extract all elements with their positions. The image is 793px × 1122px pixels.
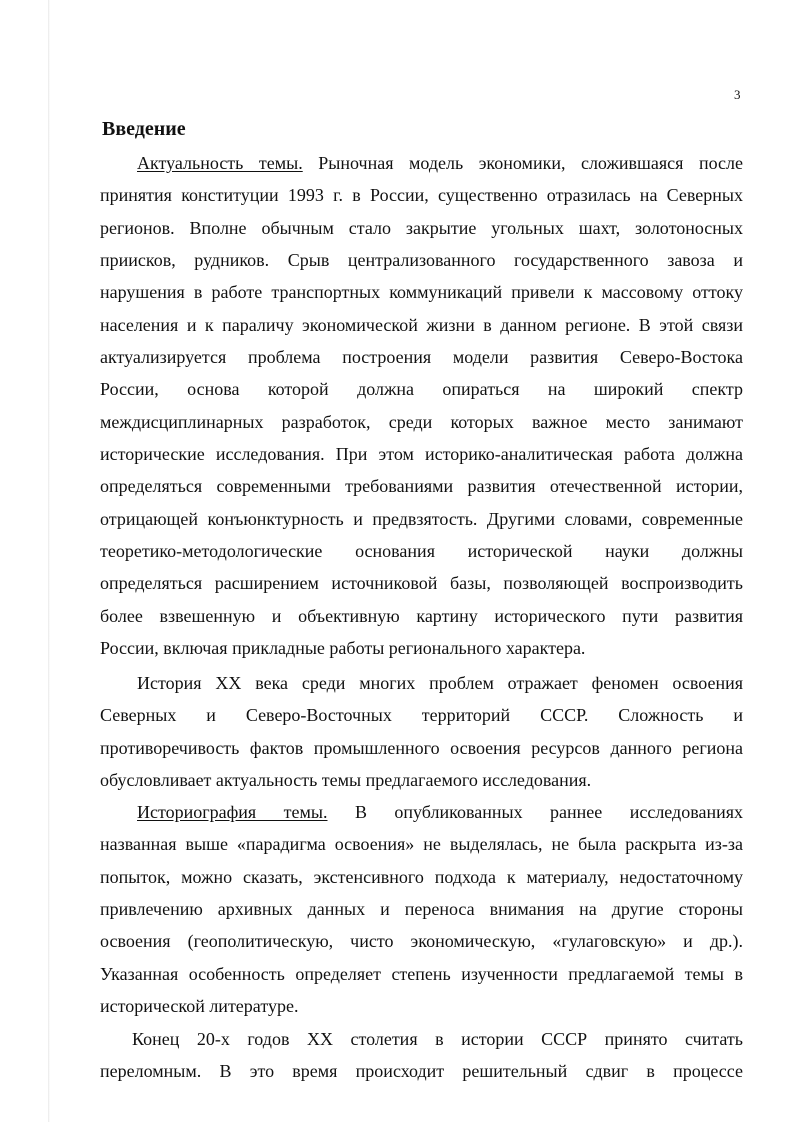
text-line bbox=[100, 667, 743, 699]
paragraph-lead-historiography: Историография темы. bbox=[137, 802, 328, 822]
section-heading: Введение bbox=[102, 118, 186, 140]
paragraph-historiography bbox=[100, 796, 743, 1022]
scan-edge bbox=[48, 0, 50, 1122]
text-line: населения и к параличу экономической жизни в данном регионе. В этой связи bbox=[100, 314, 743, 335]
text-line bbox=[100, 147, 743, 179]
text-line: актуализируется проблема построения модели развития Северо-Востока bbox=[100, 347, 743, 368]
text-line: нарушения в работе транспортных коммуникаций привели к массовому оттоку bbox=[100, 282, 743, 303]
text-line: России, основа которой должна опираться на широкий спектр bbox=[100, 379, 743, 400]
paragraph-twenties bbox=[100, 1023, 743, 1088]
paragraph-lead-relevance: Актуальность темы. bbox=[137, 153, 303, 173]
text-line: Северных и Северо-Восточных территорий СССР. Сложность и bbox=[100, 705, 743, 726]
text-line: исторические исследования. При этом историко-аналитическая работа должна bbox=[100, 444, 743, 465]
text-line: междисциплинарных разработок, среди которых важное место занимают bbox=[100, 411, 743, 432]
text-line: названная выше «парадигма освоения» не выделялась, не была раскрыта из-за bbox=[100, 834, 743, 855]
text-line bbox=[100, 1023, 743, 1055]
text-line: России, включая прикладные работы регионального характера. bbox=[100, 638, 586, 659]
text-line: отрицающей конъюнктурность и предвзятость. Другими словами, современные bbox=[100, 508, 743, 529]
text-line-content: Конец 20-х годов XX столетия в истории СССР принято считать bbox=[132, 1029, 743, 1049]
text-line: более взвешенную и объективную картину исторического пути развития bbox=[100, 605, 743, 626]
text-line: привлечению архивных данных и переноса внимания на другие стороны bbox=[100, 899, 743, 920]
text-line: переломным. В это время происходит решительный сдвиг в процессе bbox=[100, 1061, 743, 1082]
text-line: определяться современными требованиями развития отечественной истории, bbox=[100, 476, 743, 497]
text-line: противоречивость фактов промышленного освоения ресурсов данного региона bbox=[100, 737, 743, 758]
text-line: Указанная особенность определяет степень изученности предлагаемой темы в bbox=[100, 963, 743, 984]
text-line: регионов. Вполне обычным стало закрытие угольных шахт, золотоносных bbox=[100, 217, 743, 238]
text-line: приисков, рудников. Срыв централизованного государственного завоза и bbox=[100, 250, 743, 271]
paragraph-relevance bbox=[100, 147, 743, 665]
text-line: попыток, можно сказать, экстенсивного подхода к материалу, недостаточному bbox=[100, 866, 743, 887]
paragraph-history bbox=[100, 667, 743, 796]
text-line: принятия конституции 1993 г. в России, существенно отразилась на Северных bbox=[100, 185, 743, 206]
text-line: исторической литературе. bbox=[100, 996, 299, 1017]
text-line: определяться расширением источниковой базы, позволяющей воспроизводить bbox=[100, 573, 743, 594]
text-line: освоения (геополитическую, чисто экономическую, «гулаговскую» и др.). bbox=[100, 931, 743, 952]
text-line-content: В опубликованных раннее исследованиях bbox=[354, 802, 744, 822]
page-number: 3 bbox=[734, 87, 741, 102]
text-line-content: История XX века среди многих проблем отражает феномен освоения bbox=[137, 673, 743, 693]
text-line-content: Рыночная модель экономики, сложившаяся после bbox=[318, 153, 743, 173]
text-line: обусловливает актуальность темы предлагаемого исследования. bbox=[100, 770, 592, 791]
text-line bbox=[100, 796, 743, 828]
text-line: теоретико-методологические основания исторической науки должны bbox=[100, 541, 743, 562]
